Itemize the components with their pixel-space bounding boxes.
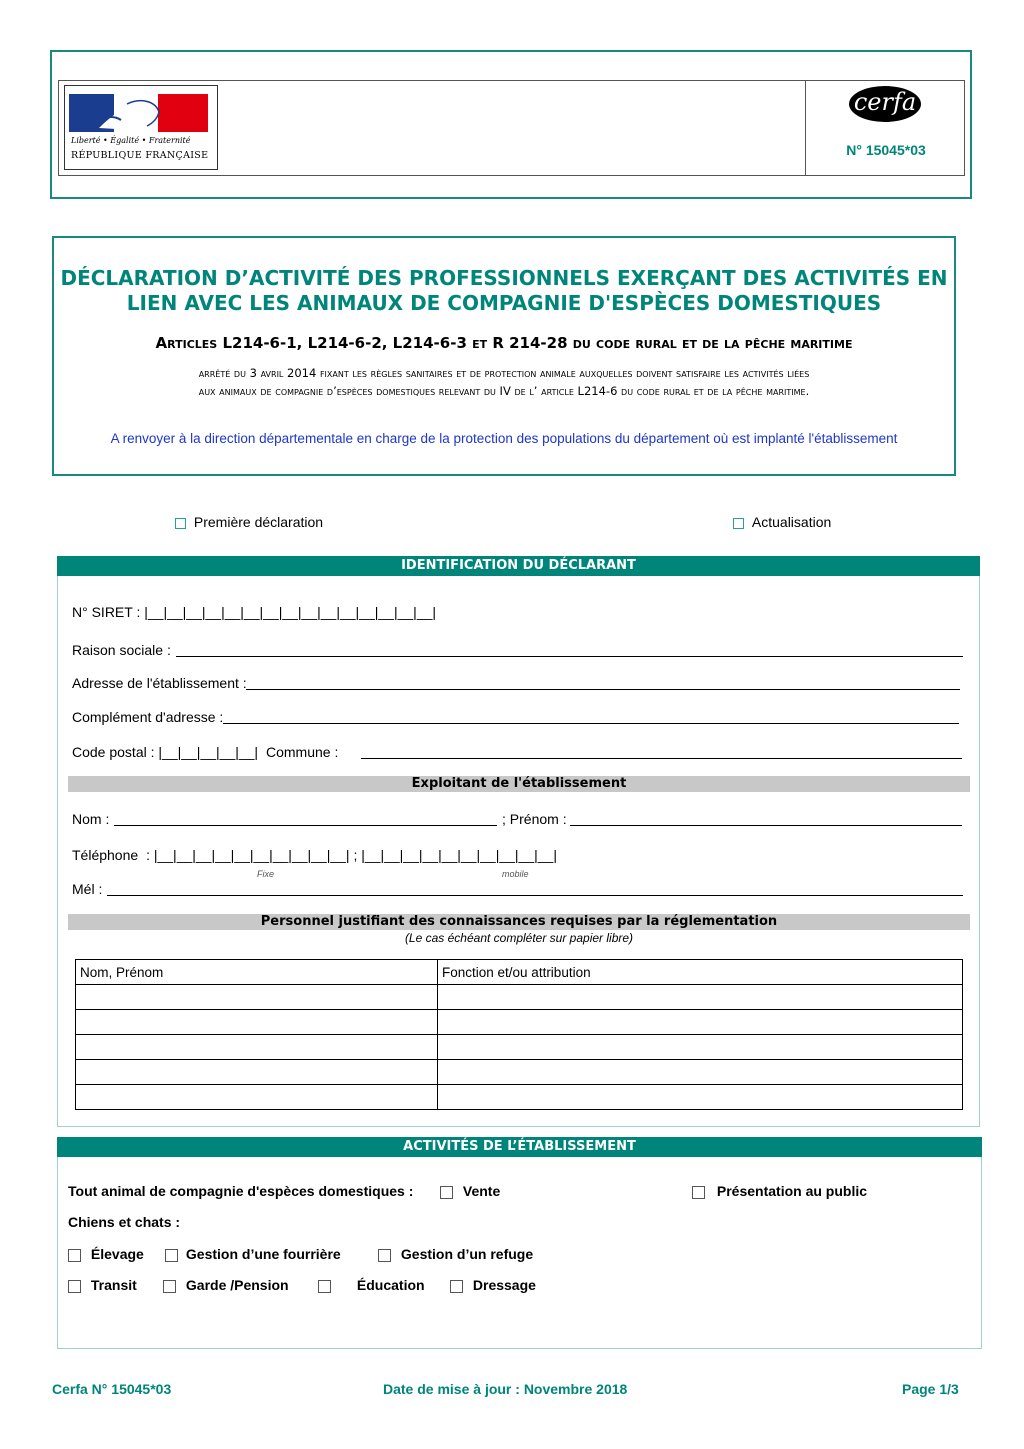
transit-checkbox[interactable] — [68, 1280, 81, 1293]
header-divider — [805, 80, 806, 176]
vente-label: Vente — [462, 1183, 501, 1199]
form-title-line1: DÉCLARATION D’ACTIVITÉ DES PROFESSIONNELS EXERÇANT DES ACTIVITÉS EN — [60, 266, 948, 290]
transit-option[interactable] — [68, 1277, 137, 1293]
column-header-nom: Nom, Prénom — [76, 960, 438, 985]
raison-sociale-field[interactable] — [176, 656, 963, 657]
table-header-row — [76, 960, 963, 985]
exploitant-heading: Exploitant de l'établissement — [68, 776, 970, 792]
prenom-label: ; Prénom : — [502, 811, 567, 827]
activites-section — [57, 1137, 982, 1349]
refuge-checkbox[interactable] — [378, 1249, 391, 1262]
telephone-row — [72, 847, 557, 863]
education-checkbox[interactable] — [318, 1280, 331, 1293]
footer-cerfa-number: Cerfa N° 15045*03 — [52, 1381, 172, 1397]
commune-label: Commune : — [265, 744, 339, 760]
table-row — [76, 1010, 963, 1035]
republique-francaise-logo — [64, 85, 218, 170]
table-cell[interactable] — [76, 1010, 438, 1035]
return-instructions: A renvoyer à la direction départementale en charge de la protection des populations du département où est implanté l'établissement — [110, 431, 898, 446]
fourriere-checkbox[interactable] — [165, 1249, 178, 1262]
column-header-fonction: Fonction et/ou attribution — [438, 960, 963, 985]
table-cell[interactable] — [76, 1060, 438, 1085]
footer-update-date: Date de mise à jour : Novembre 2018 — [383, 1381, 628, 1397]
articles-reference: Articles L214-6-1, L214-6-2, L214-6-3 et R 214-28 du code rural et de la pêche maritime — [155, 334, 853, 352]
actualisation-option[interactable] — [733, 514, 831, 530]
footer-page-number: Page 1/3 — [902, 1381, 959, 1397]
arrete-line1: arrêté du 3 avril 2014 fixant les règles sanitaires et de protection animale auxquelles doivent satisfaire les activités liées — [198, 366, 810, 380]
nom-label: Nom : — [72, 811, 110, 827]
table-row — [76, 985, 963, 1010]
personnel-heading: Personnel justifiant des connaissances requises par la réglementation — [68, 914, 970, 930]
siret-label: N° SIRET : — [72, 604, 141, 620]
code-postal-row — [72, 744, 338, 760]
code-postal-input[interactable]: |__|__|__|__|__| — [158, 744, 259, 760]
garde-checkbox[interactable] — [163, 1280, 176, 1293]
commune-field[interactable] — [361, 758, 962, 759]
personnel-table — [75, 959, 963, 1110]
nom-field[interactable] — [114, 825, 497, 826]
premiere-declaration-label: Première déclaration — [193, 514, 324, 530]
tout-animal-label: Tout animal de compagnie d'espèces domestiques : — [68, 1183, 414, 1199]
mel-label: Mél : — [72, 881, 103, 897]
telephone-label: Téléphone — [72, 847, 139, 863]
republique-name: RÉPUBLIQUE FRANÇAISE — [71, 150, 209, 161]
mobile-caption: mobile — [502, 869, 529, 879]
mel-field[interactable] — [107, 895, 963, 896]
telephone-input[interactable]: : |__|__|__|__|__|__|__|__|__|__| ; |__|__|__|__|__|__|__|__|__|__| — [146, 847, 557, 863]
premiere-declaration-checkbox[interactable] — [175, 518, 186, 529]
elevage-option[interactable] — [68, 1246, 144, 1262]
siret-row — [72, 604, 436, 620]
dressage-checkbox[interactable] — [450, 1280, 463, 1293]
table-cell[interactable] — [438, 1085, 963, 1110]
siret-input[interactable]: |__|__|__|__|__|__|__|__|__|__|__|__|__|__|__| — [144, 604, 437, 620]
arrete-reference — [60, 364, 948, 400]
complement-label: Complément d'adresse : — [72, 709, 224, 725]
complement-field[interactable] — [223, 723, 959, 724]
fourriere-option[interactable] — [165, 1246, 341, 1262]
elevage-checkbox[interactable] — [68, 1249, 81, 1262]
chiens-chats-label: Chiens et chats : — [68, 1214, 181, 1230]
dressage-option[interactable] — [450, 1277, 536, 1293]
cerfa-number: N° 15045*03 — [846, 142, 926, 158]
elevage-label: Élevage — [90, 1246, 144, 1262]
activites-heading: ACTIVITÉS DE L’ÉTABLISSEMENT — [57, 1137, 982, 1157]
presentation-label: Présentation au public — [716, 1183, 868, 1199]
adresse-label: Adresse de l'établissement : — [72, 675, 247, 691]
marianne-flag-icon — [69, 90, 221, 138]
form-title — [60, 266, 948, 316]
adresse-field[interactable] — [246, 689, 960, 690]
cerfa-logo — [848, 85, 922, 123]
refuge-option[interactable] — [378, 1246, 533, 1262]
garde-label: Garde /Pension — [185, 1277, 289, 1293]
prenom-field[interactable] — [570, 825, 962, 826]
table-cell[interactable] — [76, 1085, 438, 1110]
arrete-line2: aux animaux de compagnie d’espèces domestiques relevant du IV de l’ article L214-6 du code rural et de la pêche maritime. — [198, 384, 810, 398]
table-cell[interactable] — [438, 1035, 963, 1060]
premiere-declaration-option[interactable] — [175, 514, 323, 530]
education-label: Éducation — [356, 1277, 425, 1293]
fourriere-label: Gestion d’une fourrière — [185, 1246, 341, 1262]
presentation-option[interactable] — [692, 1183, 867, 1199]
refuge-label: Gestion d’un refuge — [400, 1246, 534, 1262]
vente-checkbox[interactable] — [440, 1186, 453, 1199]
table-cell[interactable] — [438, 1060, 963, 1085]
code-postal-label: Code postal : — [72, 744, 155, 760]
table-cell[interactable] — [438, 985, 963, 1010]
dressage-label: Dressage — [472, 1277, 536, 1293]
actualisation-label: Actualisation — [751, 514, 832, 530]
table-row — [76, 1060, 963, 1085]
table-cell[interactable] — [438, 1010, 963, 1035]
table-row — [76, 1035, 963, 1060]
fixe-caption: Fixe — [257, 869, 275, 879]
identification-heading: IDENTIFICATION DU DÉCLARANT — [57, 556, 980, 576]
presentation-checkbox[interactable] — [692, 1186, 705, 1199]
cerfa-logo-text: cerfa — [853, 88, 917, 116]
education-option[interactable] — [318, 1277, 425, 1293]
table-cell[interactable] — [76, 985, 438, 1010]
form-title-line2: LIEN AVEC LES ANIMAUX DE COMPAGNIE D'ESPÈCES DOMESTIQUES — [126, 291, 882, 315]
personnel-note: (Le cas échéant compléter sur papier libre) — [404, 931, 634, 945]
transit-label: Transit — [90, 1277, 137, 1293]
table-row — [76, 1085, 963, 1110]
vente-option[interactable] — [440, 1183, 500, 1199]
actualisation-checkbox[interactable] — [733, 518, 744, 529]
raison-sociale-label: Raison sociale : — [72, 642, 171, 658]
personnel-table-wrap — [75, 959, 963, 1110]
garde-option[interactable] — [163, 1277, 289, 1293]
republique-motto: Liberté • Égalité • Fraternité — [71, 136, 191, 145]
table-cell[interactable] — [76, 1035, 438, 1060]
